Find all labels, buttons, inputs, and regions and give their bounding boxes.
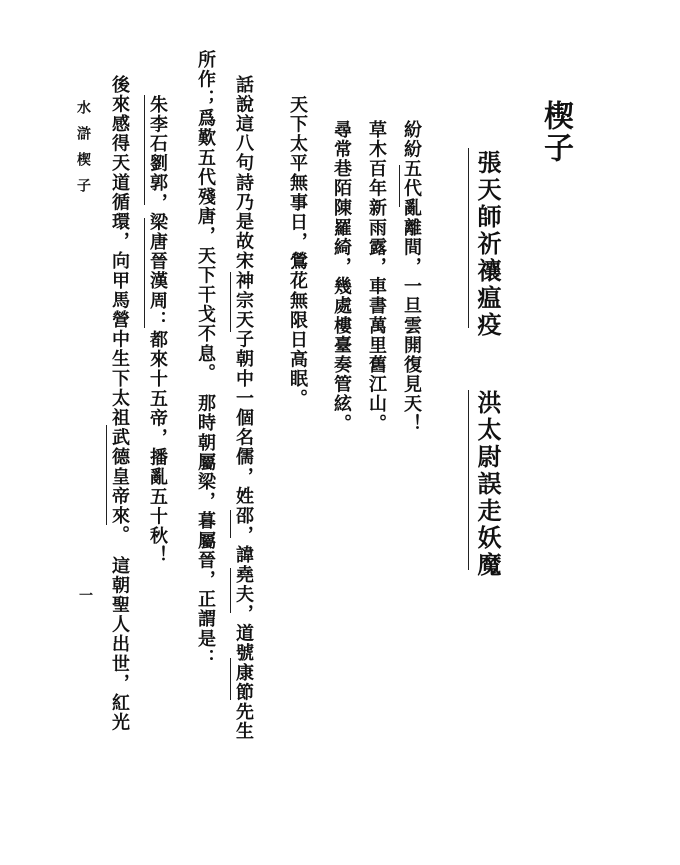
heading-side-line [468,390,469,570]
running-title: 水滸楔子 [75,100,91,204]
proper-name-line [230,272,231,332]
proper-name-line [106,425,107,525]
prose-column: 後來感得天道循環，向甲馬營中生下太祖武德皇帝來。 這朝聖人出世，紅光 [109,75,130,733]
proper-name-line [144,95,145,205]
prose-column: 所作；爲歎五代殘唐，天下干戈不息。 那時朝屬梁，暮屬晉，正謂是： [195,50,216,669]
proper-name-line [144,218,145,328]
proper-name-line [230,658,231,700]
proper-name-line [230,510,231,538]
prose-column: 話說這八句詩乃是故宋神宗天子朝中一個名儒，姓邵，諱堯夫，道號康節先生 [233,75,254,742]
chapter-heading-second: 洪太尉誤走妖魔 [473,390,502,579]
prose-column: 朱李石劉郭，梁唐晉漢周：都來十五帝，播亂五十秋！ [147,95,168,566]
poem-line: 尋常巷陌陳羅綺，幾處樓臺奏管絃。 [331,120,352,434]
proper-name-line [399,165,400,207]
proper-name-line [230,568,231,613]
poem-line: 紛紛五代亂離間，一旦雲開復見天！ [401,120,422,434]
chapter-title: 楔子 [538,100,573,164]
poem-line: 天下太平無事日，鶯花無限日高眠。 [287,95,308,409]
page-number: 一 [77,588,93,602]
heading-side-line [468,148,469,328]
poem-line: 草木百年新雨露，車書萬里舊江山。 [366,120,387,434]
chapter-heading-first: 張天師祈禳瘟疫 [473,150,502,339]
